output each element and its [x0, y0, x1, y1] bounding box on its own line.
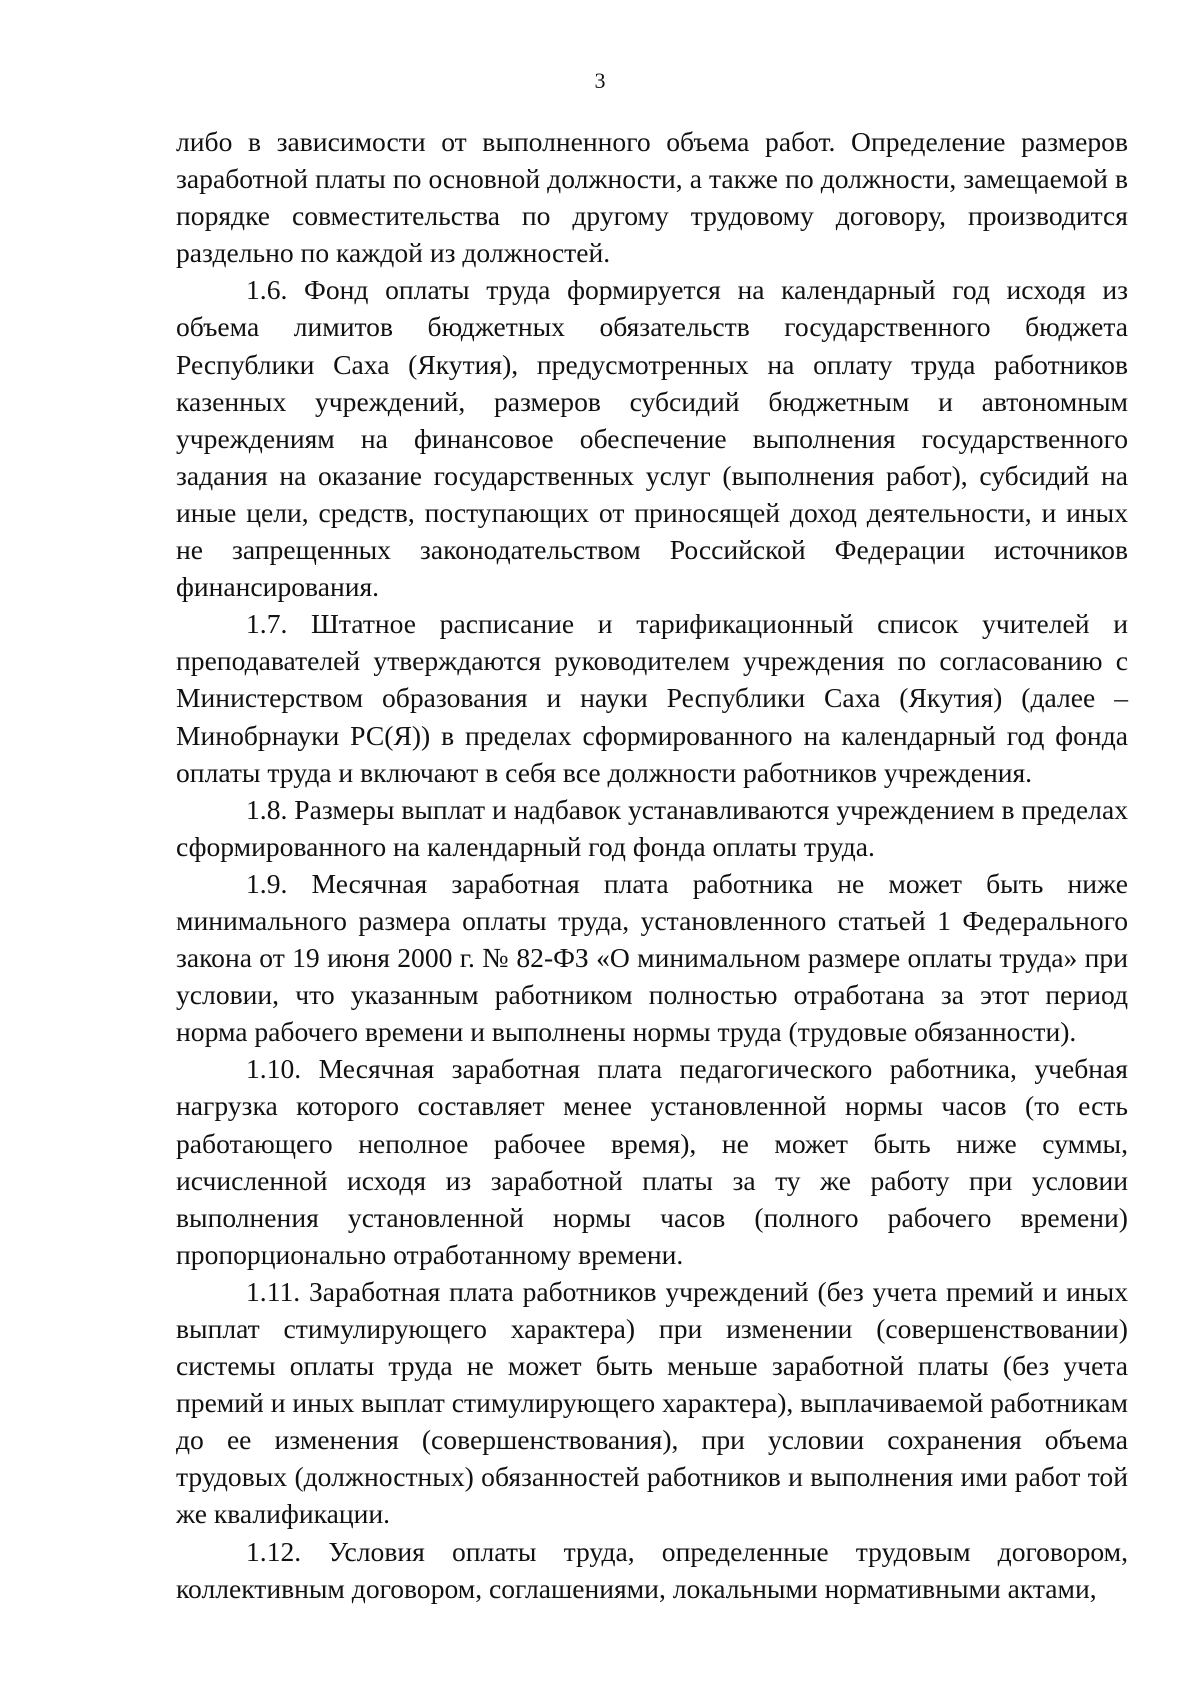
paragraph-1-6: 1.6. Фонд оплаты труда формируется на календарный год исходя из объема лимитов бюджетных обязательств государственного бюджета Республики Саха (Якутия), предусмотренных на оплату труда работников казенных учреждений, размеров субсидий бюджетным и автономным учреждениям на финансовое обеспечение выполнения государственного задания на оказание государственных услуг (выполнения работ), субсидий на иные цели, средств, поступающих от приносящей доход деятельности, и иных не запрещенных законодательством Российской Федерации источников финансирования.	[176, 274, 1128, 603]
paragraph-continuation: либо в зависимости от выполненного объема работ. Определение размеров заработной платы по основной должности, а также по должности, замещаемой в порядке совместительства по другому трудовому договору, производится раздельно по каждой из должностей.	[176, 126, 1128, 269]
paragraph-1-11: 1.11. Заработная плата работников учреждений (без учета премий и иных выплат стимулирующего характера) при изменении (совершенствовании) системы оплаты труда не может быть меньше заработной платы (без учета премий и иных выплат стимулирующего характера), выплачиваемой работникам до ее изменения (совершенствования), при условии сохранения объема трудовых (должностных) обязанностей работников и выполнения ими работ той же квалификации.	[176, 1275, 1128, 1530]
paragraph-1-8: 1.8. Размеры выплат и надбавок устанавливаются учреждением в пределах сформированного на календарный год фонда оплаты труда.	[176, 793, 1128, 862]
paragraph-1-9: 1.9. Месячная заработная плата работника не может быть ниже минимального размера оплаты труда, установленного статьей 1 Федерального закона от 19 июня 2000 г. № 82-ФЗ «О минимальном размере оплаты труда» при условии, что указанным работником полностью отработана за этот период норма рабочего времени и выполнены нормы труда (трудовые обязанности).	[176, 867, 1128, 1048]
page-number: 3	[594, 68, 606, 93]
paragraph-1-12: 1.12. Условия оплаты труда, определенные трудовым договором, коллективным договором, соглашениями, локальными нормативными актами,	[176, 1535, 1128, 1604]
paragraph-1-7: 1.7. Штатное расписание и тарификационный список учителей и преподавателей утверждаются руководителем учреждения по согласованию с Министерством образования и науки Республики Саха (Якутия) (далее – Минобрнауки РС(Я)) в пределах сформированного на календарный год фонда оплаты труда и включают в себя все должности работников учреждения.	[176, 608, 1128, 788]
paragraph-1-10: 1.10. Месячная заработная плата педагогического работника, учебная нагрузка которого составляет менее установленной нормы часов (то есть работающего неполное рабочее время), не может быть ниже суммы, исчисленной исходя из заработной платы за ту же работу при условии выполнения установленной нормы часов (полного рабочего времени) пропорционально отработанному времени.	[176, 1053, 1128, 1270]
document-body	[176, 123, 1128, 1607]
